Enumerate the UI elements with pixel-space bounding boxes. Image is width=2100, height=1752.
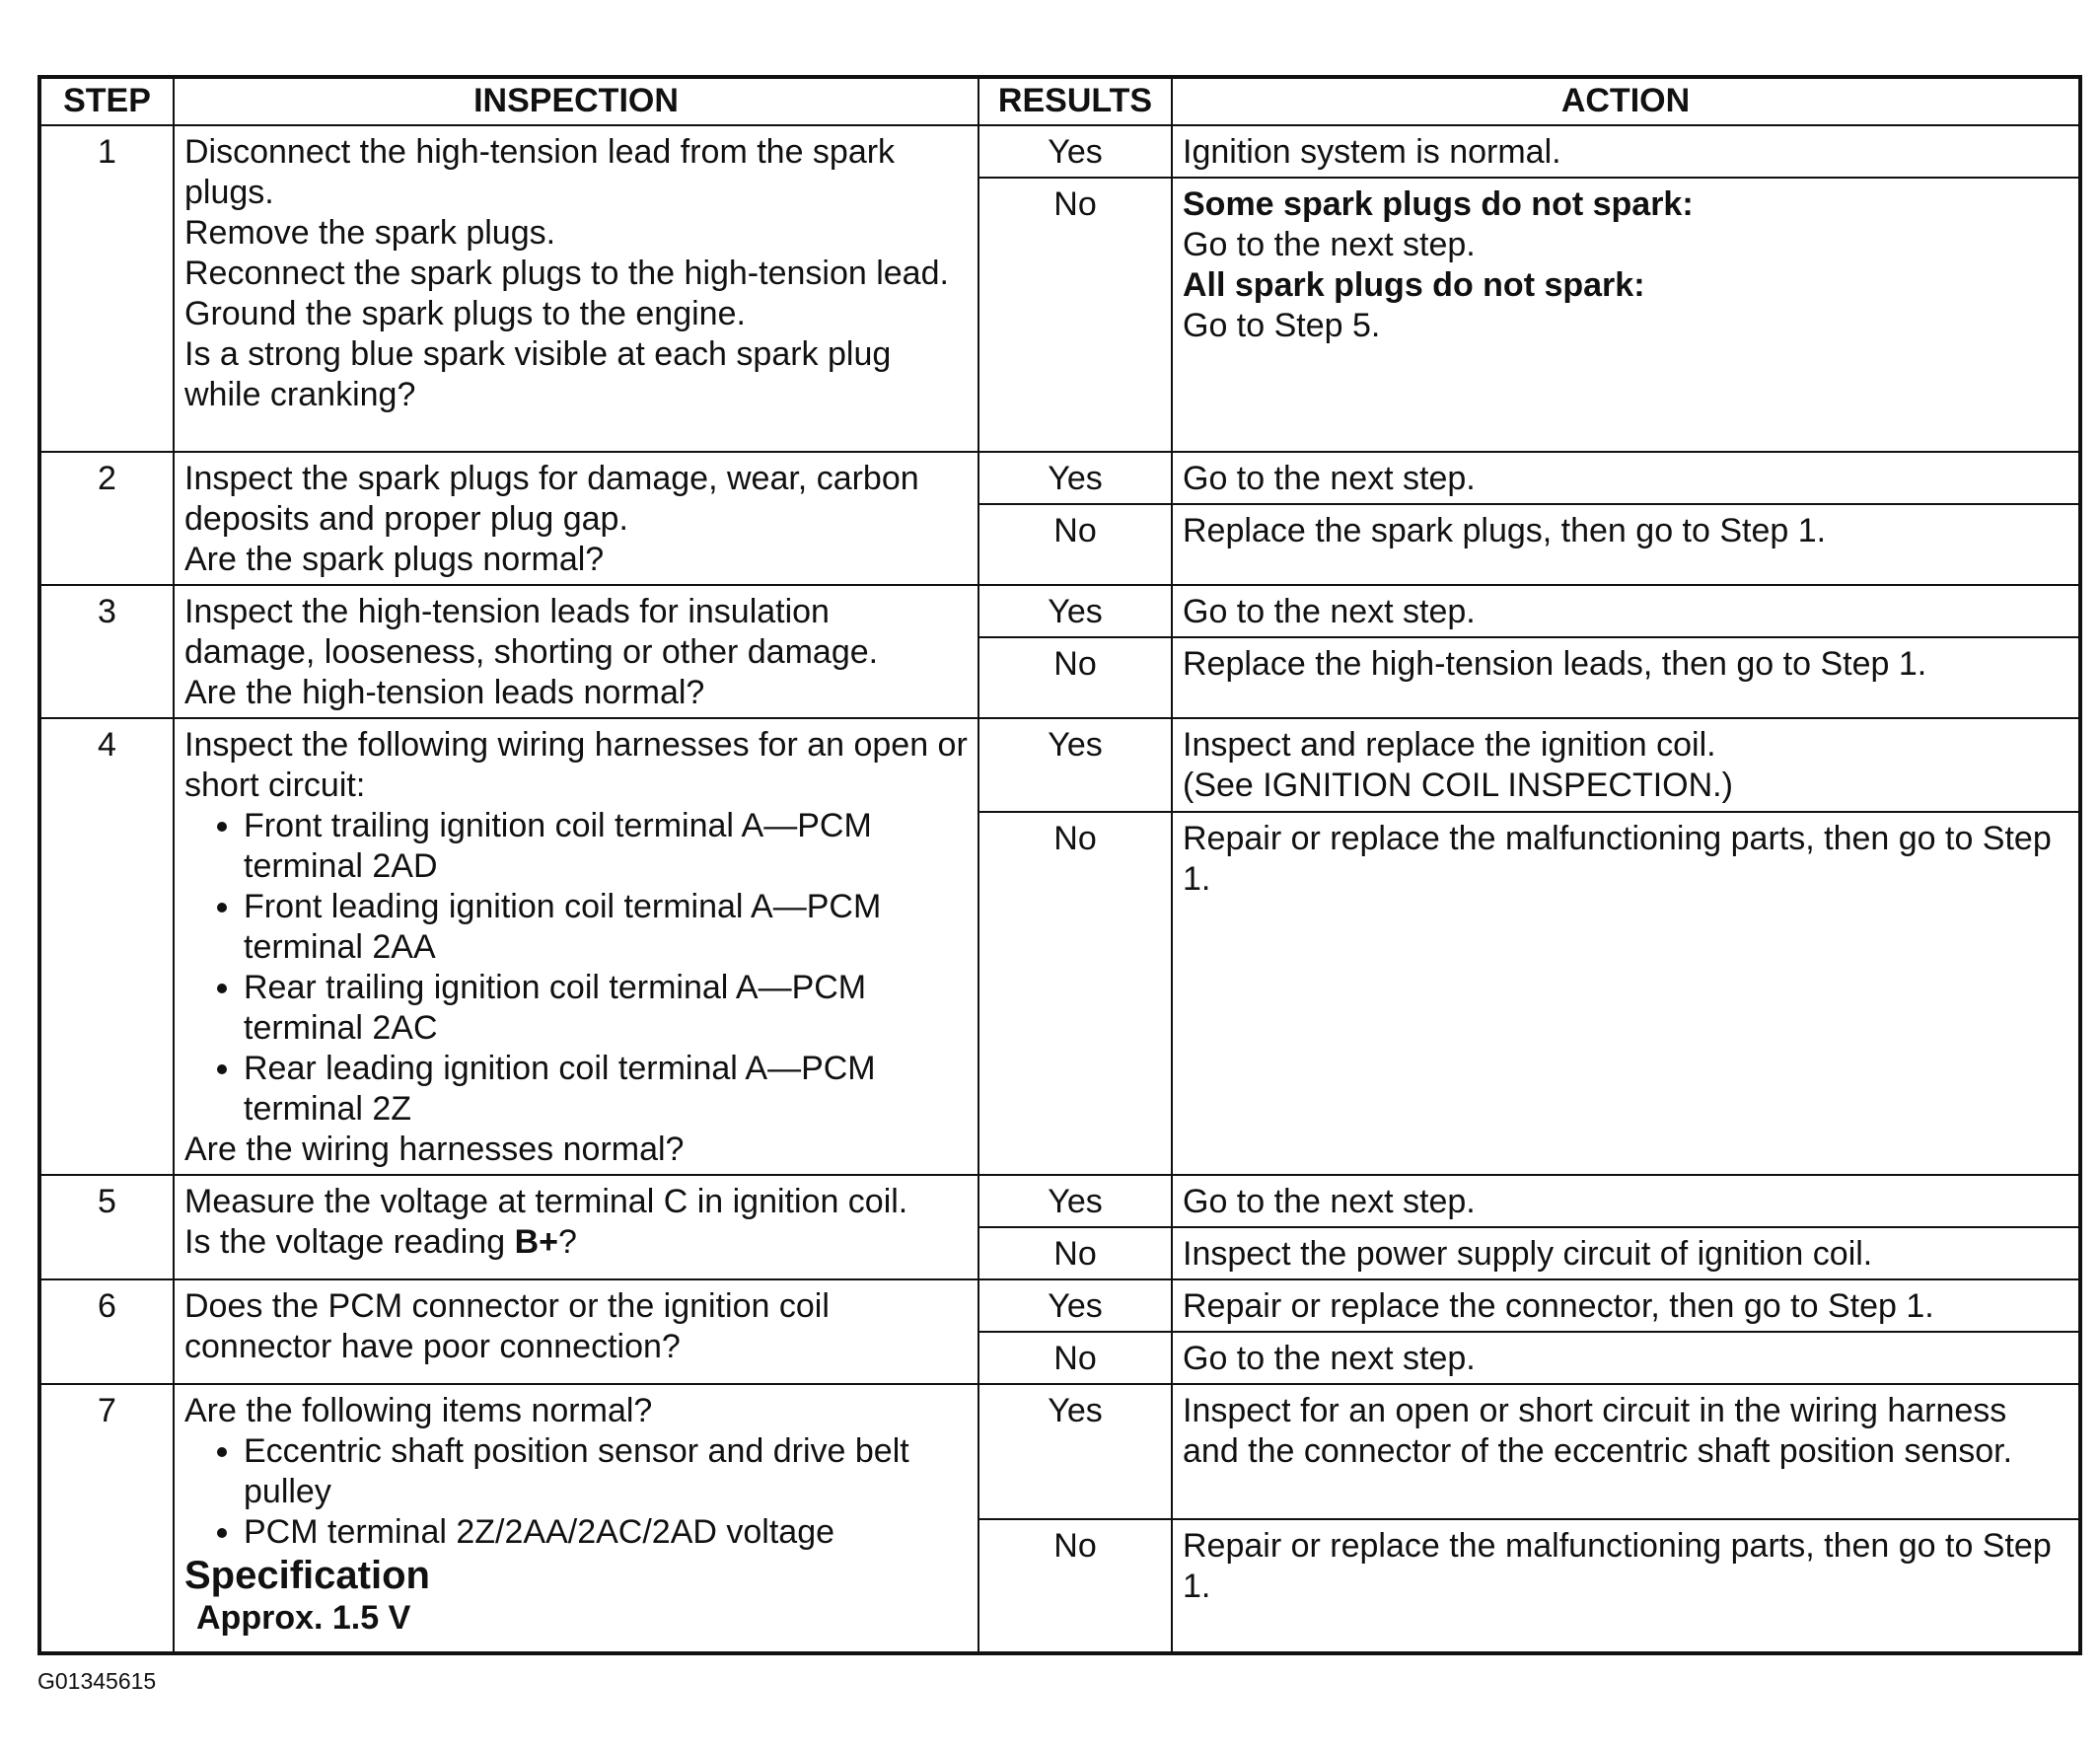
header-results: RESULTS: [978, 77, 1172, 125]
list-item: • PCM terminal 2Z/2AA/2AC/2AD voltage: [244, 1512, 968, 1553]
inspection-line: Does the PCM connector or the ignition coil connector have poor connection?: [184, 1287, 830, 1365]
inspection-line: Inspect the spark plugs for damage, wear, carbon deposits and proper plug gap.: [184, 460, 919, 538]
figure-code: G01345615: [37, 1668, 157, 1694]
inspection-question: Are the wiring harnesses normal?: [184, 1131, 685, 1168]
result-no: No: [978, 637, 1172, 718]
question-text: Is the voltage reading: [184, 1223, 515, 1261]
action-yes: Go to the next step.: [1172, 452, 2080, 504]
result-no: No: [978, 1332, 1172, 1384]
step-number: 6: [39, 1279, 174, 1384]
result-no: No: [978, 1519, 1172, 1653]
inspection-line: Ground the spark plugs to the engine.: [184, 295, 746, 332]
action-line: Inspect and replace the ignition coil.: [1183, 726, 1716, 764]
inspection-line: Disconnect the high-tension lead from the spark plugs.: [184, 133, 896, 211]
list-item: • Front leading ignition coil terminal A—PCM terminal 2AA: [244, 887, 968, 968]
header-inspection: INSPECTION: [174, 77, 978, 125]
table-row-step-4-yes: [39, 718, 2080, 812]
list-item: • Rear leading ignition coil terminal A—PCM terminal 2Z: [244, 1049, 968, 1130]
inspection-cell: [174, 1279, 978, 1384]
result-yes: Yes: [978, 585, 1172, 637]
list-item: • Eccentric shaft position sensor and drive belt pulley: [244, 1431, 968, 1512]
table-row-step-6-yes: [39, 1279, 2080, 1332]
action-yes: Ignition system is normal.: [1172, 125, 2080, 178]
result-yes: Yes: [978, 1279, 1172, 1332]
action-yes: Repair or replace the connector, then go to Step 1.: [1172, 1279, 2080, 1332]
result-yes: Yes: [978, 452, 1172, 504]
inspection-cell: [174, 585, 978, 718]
action-no: Replace the spark plugs, then go to Step 1.: [1172, 504, 2080, 585]
header-step: STEP: [39, 77, 174, 125]
action-case-text: Go to the next step.: [1183, 226, 1476, 263]
step-number: 5: [39, 1175, 174, 1279]
action-no: Repair or replace the malfunctioning parts, then go to Step 1.: [1172, 812, 2080, 1175]
inspection-line: Are the high-tension leads normal?: [184, 674, 705, 711]
action-no: [1172, 178, 2080, 452]
inspection-line: Inspect the high-tension leads for insulation damage, looseness, shorting or other damage.: [184, 593, 879, 671]
specification-value: Approx. 1.5 V: [196, 1599, 411, 1637]
table-row-step-1-yes: [39, 125, 2080, 178]
ignition-troubleshooting-table: [37, 75, 2082, 1655]
result-yes: Yes: [978, 1175, 1172, 1227]
result-yes: Yes: [978, 125, 1172, 178]
inspection-cell: [174, 1175, 978, 1279]
question-value: B+: [514, 1223, 558, 1261]
step-number: 4: [39, 718, 174, 1175]
inspection-cell: [174, 718, 978, 1175]
table-row-step-3-yes: [39, 585, 2080, 637]
inspection-line: Is a strong blue spark visible at each spark plug while cranking?: [184, 335, 892, 413]
table-row-step-2-yes: [39, 452, 2080, 504]
step-number: 7: [39, 1384, 174, 1653]
result-no: No: [978, 812, 1172, 1175]
inspection-cell: [174, 125, 978, 452]
action-no: Replace the high-tension leads, then go to Step 1.: [1172, 637, 2080, 718]
question-mark: ?: [557, 1223, 577, 1261]
action-line: (See IGNITION COIL INSPECTION.): [1183, 766, 1733, 804]
table-row-step-7-yes: [39, 1384, 2080, 1519]
inspection-line: Measure the voltage at terminal C in ignition coil.: [184, 1183, 908, 1220]
action-case-text: Go to Step 5.: [1183, 307, 1381, 344]
header-action: ACTION: [1172, 77, 2080, 125]
result-no: No: [978, 504, 1172, 585]
inspection-line: Reconnect the spark plugs to the high-tension lead.: [184, 255, 949, 292]
inspection-line: Are the spark plugs normal?: [184, 541, 605, 578]
inspection-bullet-list: [184, 806, 968, 1130]
action-yes: Go to the next step.: [1172, 585, 2080, 637]
inspection-question: [184, 1222, 968, 1263]
inspection-line: Remove the spark plugs.: [184, 214, 556, 252]
step-number: 3: [39, 585, 174, 718]
action-case-heading: All spark plugs do not spark:: [1183, 266, 1645, 304]
action-no: Repair or replace the malfunctioning parts, then go to Step 1.: [1172, 1519, 2080, 1653]
action-case-heading: Some spark plugs do not spark:: [1183, 185, 1694, 223]
action-yes: Inspect for an open or short circuit in the wiring harness and the connector of the eccentric shaft position sensor.: [1172, 1384, 2080, 1519]
troubleshooting-table-container: [37, 75, 2078, 1655]
inspection-line: Are the following items normal?: [184, 1392, 653, 1429]
step-number: 1: [39, 125, 174, 452]
inspection-cell: [174, 452, 978, 585]
list-item: • Front trailing ignition coil terminal A—PCM terminal 2AD: [244, 806, 968, 887]
inspection-line: Inspect the following wiring harnesses for an open or short circuit:: [184, 726, 968, 804]
action-yes: [1172, 718, 2080, 812]
action-no: Inspect the power supply circuit of ignition coil.: [1172, 1227, 2080, 1279]
action-yes: Go to the next step.: [1172, 1175, 2080, 1227]
result-yes: Yes: [978, 1384, 1172, 1519]
inspection-cell: [174, 1384, 978, 1653]
header-row: [39, 77, 2080, 125]
step-number: 2: [39, 452, 174, 585]
result-no: No: [978, 1227, 1172, 1279]
inspection-bullet-list: [184, 1431, 968, 1553]
specification-heading: Specification: [184, 1554, 430, 1597]
list-item: • Rear trailing ignition coil terminal A—PCM terminal 2AC: [244, 968, 968, 1049]
result-no: No: [978, 178, 1172, 452]
action-no: Go to the next step.: [1172, 1332, 2080, 1384]
table-row-step-5-yes: [39, 1175, 2080, 1227]
result-yes: Yes: [978, 718, 1172, 812]
